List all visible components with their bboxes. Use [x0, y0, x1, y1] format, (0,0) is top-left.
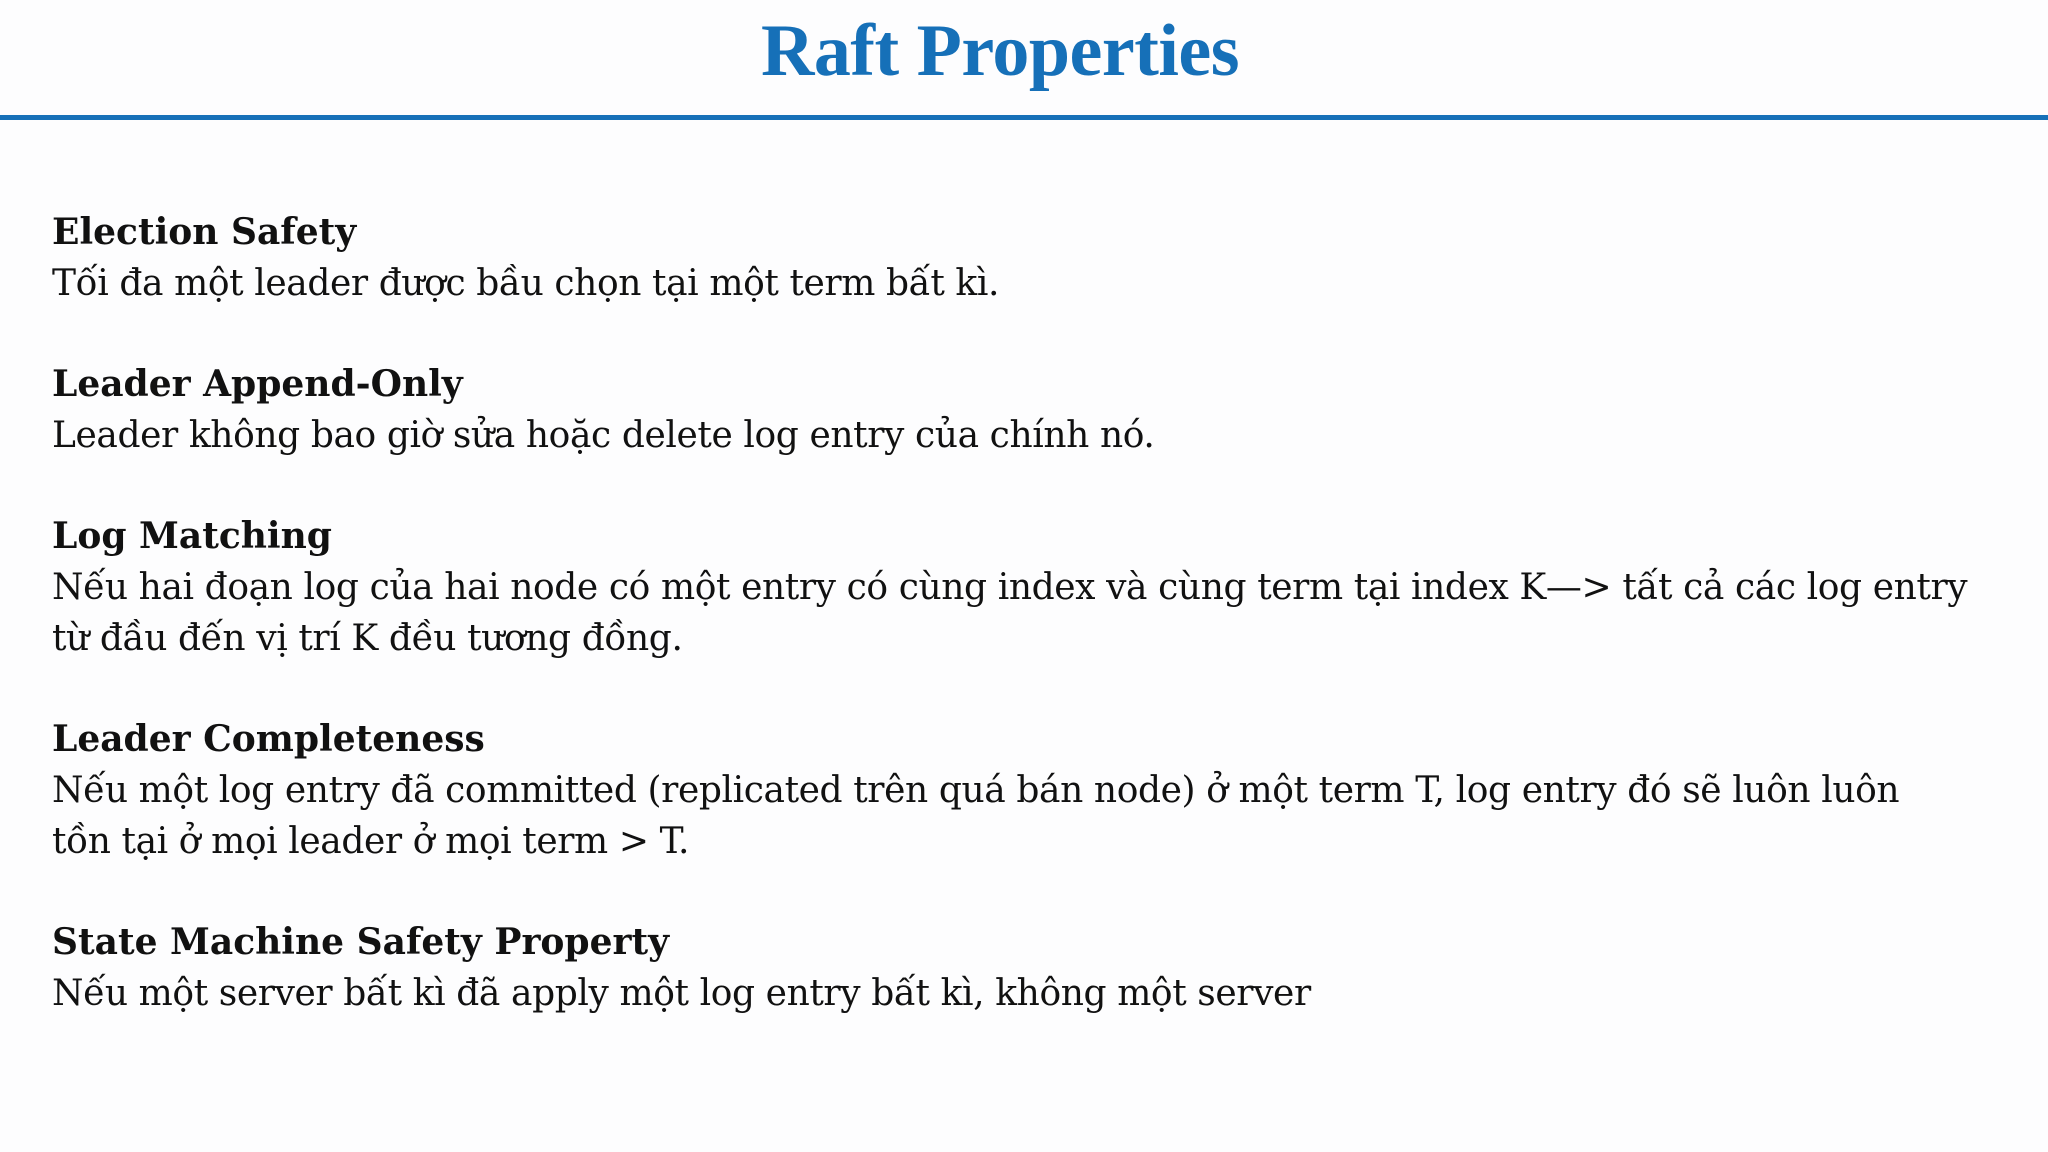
property-description: Leader không bao giờ sửa hoặc delete log entry của chính nó.: [52, 415, 1155, 456]
property-description: từ đầu đến vị trí K đều tương đồng.: [52, 618, 683, 659]
property-heading: Leader Append-Only: [52, 363, 463, 405]
properties-list: [52, 207, 2002, 1069]
property-description: Nếu một server bất kì đã apply một log entry bất kì, không một server: [52, 973, 1311, 1014]
property-heading: Log Matching: [52, 515, 332, 557]
property-leader-completeness: [52, 714, 2002, 867]
property-description: Tối đa một leader được bầu chọn tại một term bất kì.: [52, 263, 999, 304]
property-leader-append-only: [52, 359, 2002, 461]
property-election-safety: [52, 207, 2002, 309]
property-log-matching: [52, 511, 2002, 664]
property-description: Nếu một log entry đã committed (replicated trên quá bán node) ở một term T, log entry đó sẽ luôn luôn: [52, 770, 1900, 811]
property-heading: State Machine Safety Property: [52, 921, 670, 963]
title-divider: [0, 115, 2048, 120]
property-description: tồn tại ở mọi leader ở mọi term > T.: [52, 821, 689, 862]
slide-title: Raft Properties: [760, 10, 1240, 92]
property-heading: Leader Completeness: [52, 718, 485, 760]
property-heading: Election Safety: [52, 211, 357, 253]
property-state-machine-safety: [52, 917, 2002, 1019]
property-description: Nếu hai đoạn log của hai node có một entry có cùng index và cùng term tại index K—> tất cả các log entry: [52, 567, 1968, 608]
